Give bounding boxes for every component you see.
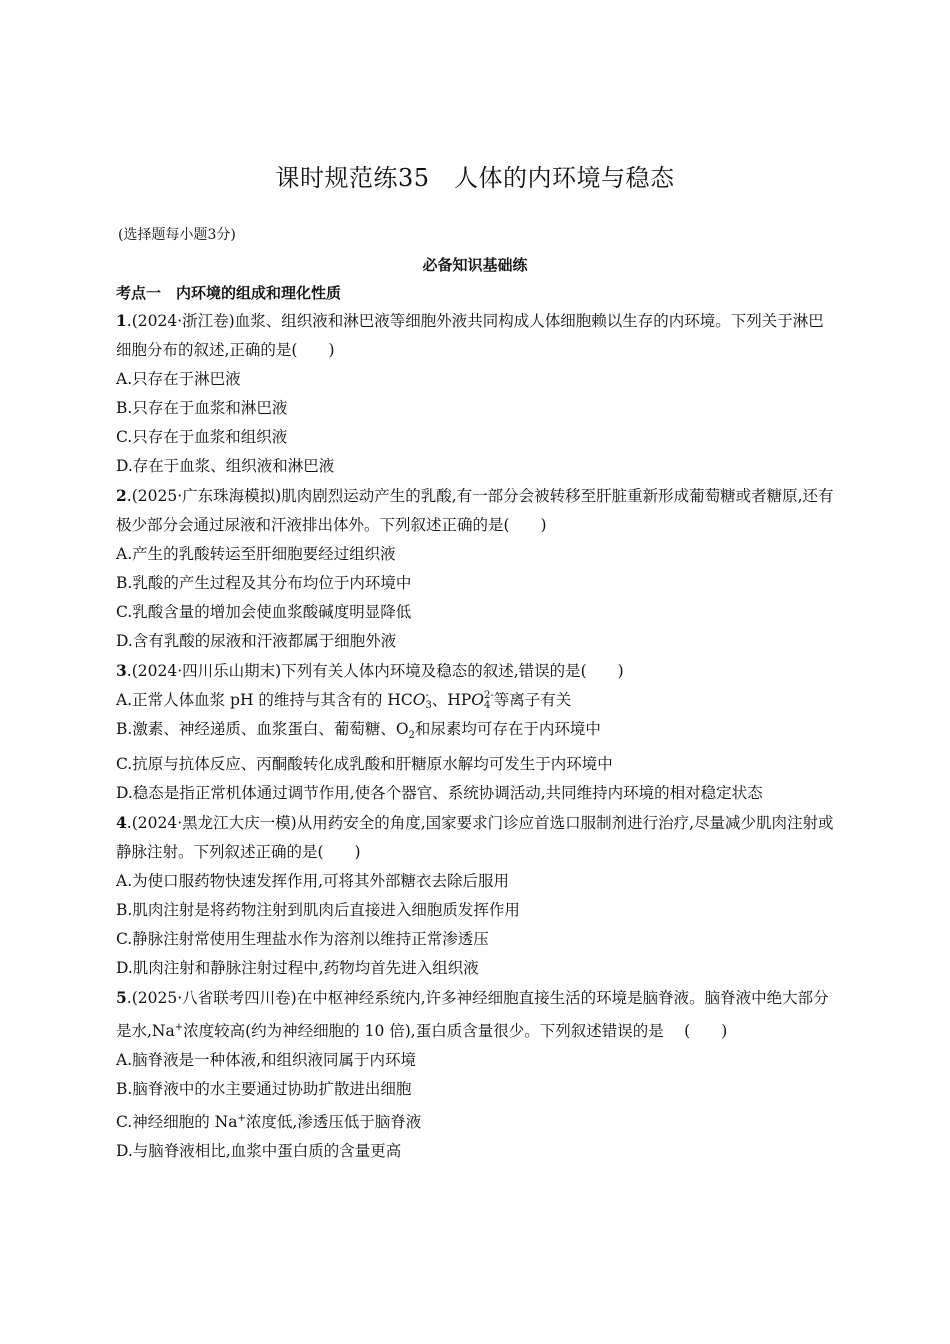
option-text: 、HP (431, 691, 472, 709)
question-number: 2 (116, 486, 127, 505)
question-2 (116, 481, 838, 656)
option-text: B.激素、神经递质、血浆蛋白、葡萄糖、O (116, 720, 409, 738)
option-c (116, 1104, 838, 1137)
section-heading: 必备知识基础练 (422, 256, 528, 274)
superscript: + (174, 1022, 184, 1034)
question-number: 5 (116, 988, 127, 1008)
option-a: A.脑脊液是一种体液,和组织液同属于内环境 (116, 1051, 417, 1070)
question-list (116, 306, 838, 1166)
option-a: A.为使口服药物快速发挥作用,可将其外部糖衣去除后服用 (116, 872, 510, 891)
option-c: C.静脉注射常使用生理盐水作为溶剂以维持正常渗透压 (116, 930, 489, 949)
question-stem (116, 656, 838, 686)
question-4 (116, 808, 838, 983)
option-a: A.只存在于淋巴液 (116, 370, 241, 388)
question-text: .(2025·广东珠海模拟)肌肉剧烈运动产生的乳酸,有一部分会被转移至肝脏重新形成葡萄糖或者糖原,还有极少部分会通过尿液和汗液排出体外。下列叙述正确的是( ) (116, 487, 834, 534)
option-text: 等离子有关 (493, 691, 572, 709)
option-a (116, 686, 838, 715)
page-title: 课时规范练35 人体的内环境与稳态 (275, 164, 675, 192)
option-a: A.产生的乳酸转运至肝细胞要经过组织液 (116, 545, 396, 563)
atom-count: 4 (483, 700, 491, 711)
question-text: .(2024·四川乐山期末)下列有关人体内环境及稳态的叙述,错误的是( ) (126, 662, 624, 680)
question-text: .(2025·八省联考四川卷)在中枢神经系统内,许多神经细胞直接生活的环境是脑脊液。脑脊液中绝大部分是水,Na (116, 989, 829, 1041)
scoring-note: (选择题每小题3分) (118, 227, 236, 243)
question-stem (116, 808, 838, 867)
question-number: 1 (116, 311, 127, 330)
question-text: 浓度较高(约为神经细胞的 10 倍),蛋白质含量很少。下列叙述错误的是 ( ) (183, 1022, 728, 1041)
option-d: D.含有乳酸的尿液和汗液都属于细胞外液 (116, 632, 397, 650)
topic-heading: 考点一 内环境的组成和理化性质 (116, 284, 342, 302)
ion-charge: 2- (483, 690, 494, 701)
option-b: B.脑脊液中的水主要通过协助扩散进出细胞 (116, 1080, 412, 1099)
option-c: C.乳酸含量的增加会使血浆酸碱度明显降低 (116, 603, 412, 621)
option-d: D.存在于血浆、组织液和淋巴液 (116, 457, 335, 475)
option-b: B.肌肉注射是将药物注射到肌肉后直接进入细胞质发挥作用 (116, 901, 520, 920)
option-b (116, 715, 838, 750)
question-5 (116, 983, 838, 1166)
question-stem (116, 481, 838, 540)
option-text: C.神经细胞的 Na (116, 1113, 238, 1132)
option-b: B.只存在于血浆和淋巴液 (116, 399, 288, 417)
option-c: C.抗原与抗体反应、丙酮酸转化成乳酸和肝糖原水解均可发生于内环境中 (116, 755, 613, 774)
chem-symbol: O (412, 691, 426, 709)
question-1 (116, 306, 838, 481)
option-d: D.肌肉注射和静脉注射过程中,药物均首先进入组织液 (116, 959, 479, 978)
superscript: + (237, 1113, 246, 1125)
question-3 (116, 656, 838, 808)
option-d: D.稳态是指正常机体通过调节作用,使各个器官、系统协调活动,共同维持内环境的相对稳定状态 (116, 784, 763, 803)
ion-charge: - (425, 690, 429, 701)
question-text: .(2024·黑龙江大庆一模)从用药安全的角度,国家要求门诊应首选口服制剂进行治疗,尽量减少肌肉注射或静脉注射。下列叙述正确的是( ) (116, 814, 834, 862)
question-text: .(2024·浙江卷)血浆、组织液和淋巴液等细胞外液共同构成人体细胞赖以生存的内环境。下列关于淋巴细胞分布的叙述,正确的是( ) (116, 312, 824, 359)
option-text: A.正常人体血浆 pH 的维持与其含有的 HC (116, 691, 413, 709)
option-text: 浓度低,渗透压低于脑脊液 (245, 1113, 422, 1132)
subscript: 2 (408, 730, 415, 742)
option-c: C.只存在于血浆和组织液 (116, 428, 288, 446)
question-stem (116, 983, 838, 1046)
option-d: D.与脑脊液相比,血浆中蛋白质的含量更高 (116, 1142, 402, 1161)
question-stem (116, 306, 838, 365)
option-text: 和尿素均可存在于内环境中 (414, 720, 601, 738)
option-b: B.乳酸的产生过程及其分布均位于内环境中 (116, 574, 412, 592)
chem-symbol: O (471, 691, 484, 709)
question-number: 3 (116, 661, 127, 680)
question-number: 4 (116, 813, 127, 833)
atom-count: 3 (425, 700, 432, 711)
